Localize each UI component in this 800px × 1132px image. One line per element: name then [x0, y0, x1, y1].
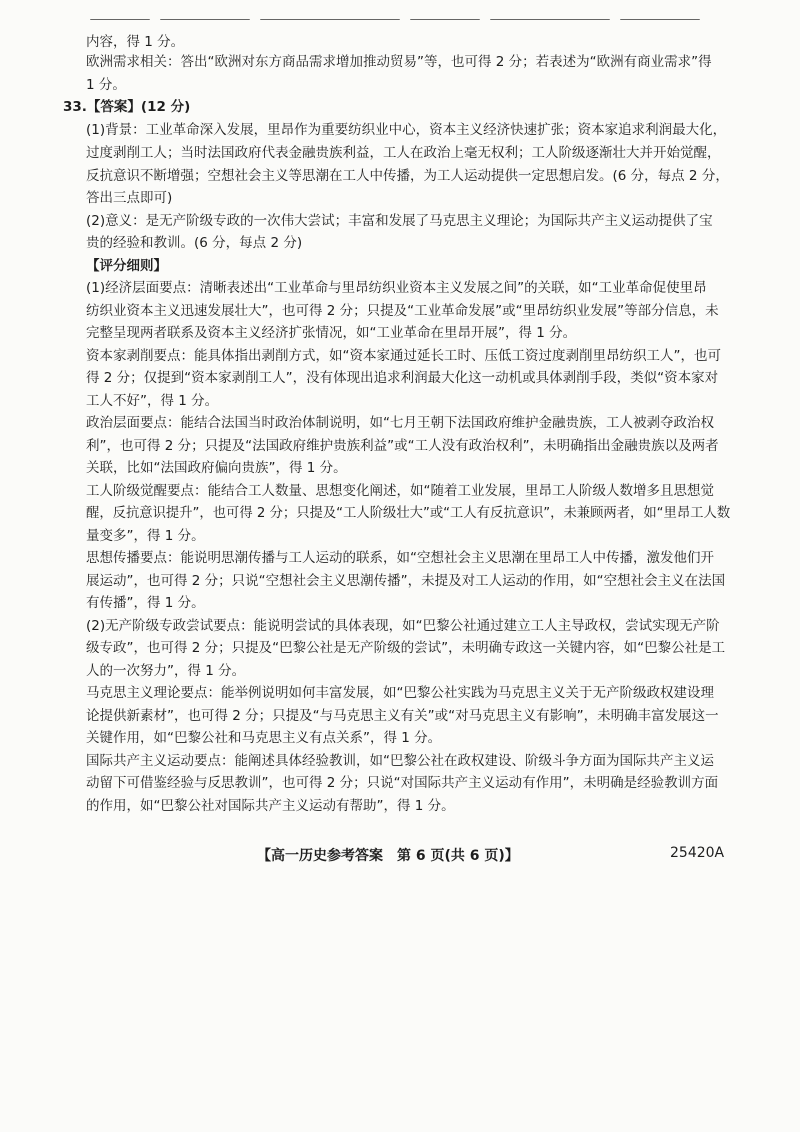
rubric-ideology-line-1: 思想传播要点：能说明思潮传播与工人运动的联系，如“空想社会主义思潮在里昂工人中传播，激发他们开 [86, 550, 714, 566]
rubric-political-line-2: 利”，也可得 2 分；只提及“法国政府维护贵族利益”或“工人没有政治权利”，未明确指出金融贵族以及两者 [86, 438, 719, 454]
rubric-international-line-1: 国际共产主义运动要点：能阐述具体经验教训，如“巴黎公社在政权建设、阶级斗争方面为国际共产主义运 [86, 753, 714, 769]
cropped-text-line [90, 10, 730, 20]
rubric-marxism-line-1: 马克思主义理论要点：能举例说明如何丰富发展，如“巴黎公社实践为马克思主义关于无产阶级政权建设理 [86, 685, 714, 701]
answer-2-line-1: (2)意义：是无产阶级专政的一次伟大尝试；丰富和发展了马克思主义理论；为国际共产主义运动提供了宝 [86, 213, 713, 229]
rubric-marxism-line-2: 论提供新素材”，也可得 2 分；只提及“与马克思主义有关”或“对马克思主义有影响”，未明确丰富发展这一 [86, 708, 719, 724]
rubric-ideology-line-2: 展运动”，也可得 2 分；只说“空想社会主义思潮传播”，未提及对工人运动的作用，如“空想社会主义在法国 [86, 573, 726, 589]
fragment-line-1: 内容，得 1 分。 [86, 34, 185, 50]
rubric-exploitation-line-1: 资本家剥削要点：能具体指出剥削方式，如“资本家通过延长工时、压低工资过度剥削里昂纺织工人”，也可 [86, 348, 721, 364]
answer-2-line-2: 贵的经验和教训。(6 分，每点 2 分) [86, 235, 303, 251]
rubric-economic-line-1: (1)经济层面要点：清晰表述出“工业革命与里昂纺织业资本主义发展之间”的关联，如“工业革命促使里昂 [86, 280, 707, 296]
fragment-line-2: 欧洲需求相关：答出“欧洲对东方商品需求增加推动贸易”等，也可得 2 分；若表述为“欧洲有商业需求”得 [86, 54, 712, 70]
rubric-economic-line-2: 纺织业资本主义迅速发展壮大”，也可得 2 分；只提及“工业革命发展”或“里昂纺织业发展”等部分信息，未 [86, 303, 719, 319]
answer-1-line-1: (1)背景：工业革命深入发展，里昂作为重要纺织业中心，资本主义经济快速扩张；资本家追求利润最大化， [86, 122, 727, 138]
rubric-awakening-line-3: 量变多”，得 1 分。 [86, 528, 205, 544]
fragment-line-3: 1 分。 [86, 77, 126, 93]
answer-1-line-4: 答出三点即可) [86, 190, 173, 206]
rubric-dictatorship-line-3: 人的一次努力”，得 1 分。 [86, 663, 246, 679]
rubric-ideology-line-3: 有传播”，得 1 分。 [86, 595, 205, 611]
rubric-marxism-line-3: 关键作用，如“巴黎公社和马克思主义有点关系”，得 1 分。 [86, 730, 442, 746]
rubric-economic-line-3: 完整呈现两者联系及资本主义经济扩张情况，如“工业革命在里昂开展”，得 1 分。 [86, 325, 577, 341]
question-33-header: 33.【答案】(12 分) [63, 99, 191, 115]
rubric-exploitation-line-2: 得 2 分；仅提到“资本家剥削工人”，没有体现出追求利润最大化这一动机或具体剥削手段，类似“资本家对 [86, 370, 719, 386]
rubric-political-line-3: 关联，比如“法国政府偏向贵族”，得 1 分。 [86, 460, 347, 476]
rubric-awakening-line-2: 醒，反抗意识提升”，也可得 2 分；只提及“工人阶级壮大”或“工人有反抗意识”，未兼顾两者，如“里昂工人数 [86, 505, 731, 521]
answer-1-line-2: 过度剥削工人；当时法国政府代表金融贵族利益，工人在政治上毫无权利；工人阶级逐渐壮大并开始觉醒， [86, 145, 721, 161]
rubric-awakening-line-1: 工人阶级觉醒要点：能结合工人数量、思想变化阐述，如“随着工业发展，里昂工人阶级人数增多且思想觉 [86, 483, 714, 499]
rubric-international-line-3: 的作用，如“巴黎公社对国际共产主义运动有帮助”，得 1 分。 [86, 798, 455, 814]
rubric-dictatorship-line-2: 级专政”，也可得 2 分；只提及“巴黎公社是无产阶级的尝试”，未明确专政这一关键内容，如“巴黎公社是工 [86, 640, 726, 656]
rubric-header: 【评分细则】 [86, 258, 167, 274]
rubric-dictatorship-line-1: (2)无产阶级专政尝试要点：能说明尝试的具体表现，如“巴黎公社通过建立工人主导政权，尝试实现无产阶 [86, 618, 720, 634]
rubric-exploitation-line-3: 工人不好”，得 1 分。 [86, 393, 219, 409]
answer-1-line-3: 反抗意识不断增强；空想社会主义等思潮在工人中传播，为工人运动提供一定思想启发。(6 分，每点 2 分， [86, 168, 729, 184]
rubric-international-line-2: 动留下可借鉴经验与反思教训”，也可得 2 分；只说“对国际共产主义运动有作用”，未明确是经验教训方面 [86, 775, 719, 791]
page-footer-code: 25420A [670, 845, 725, 861]
rubric-political-line-1: 政治层面要点：能结合法国当时政治体制说明，如“七月王朝下法国政府维护金融贵族，工人被剥夺政治权 [86, 415, 714, 431]
page-footer-title: 【高一历史参考答案 第 6 页(共 6 页)】 [257, 848, 519, 864]
